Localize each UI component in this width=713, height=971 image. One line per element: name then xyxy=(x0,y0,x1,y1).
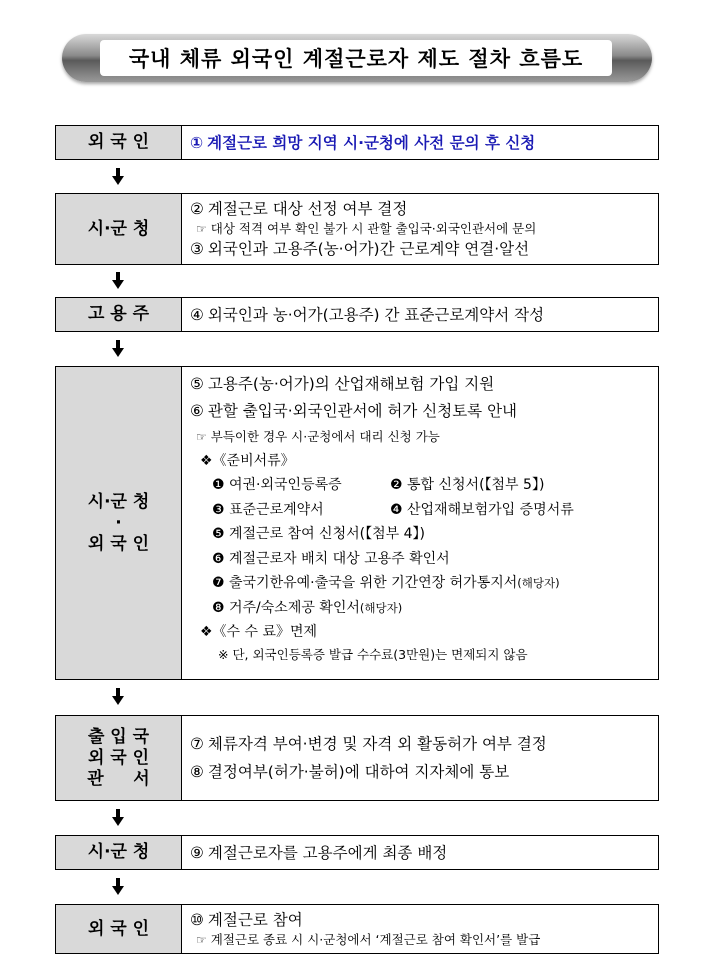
step-number: ④ xyxy=(190,305,204,324)
step-2-content xyxy=(182,194,658,264)
step-6-row xyxy=(55,835,659,870)
step-description: 체류자격 부여·변경 및 자격 외 활동허가 여부 결정 xyxy=(207,735,547,753)
step-3-content xyxy=(182,298,658,331)
pointing-hand-icon: ☞ xyxy=(196,933,207,947)
step-number: ⑨ xyxy=(190,843,204,862)
step-note xyxy=(190,425,650,449)
actor-label: 외 국 인 xyxy=(87,747,150,768)
step-note xyxy=(190,220,650,238)
note-text: 계절근로 종료 시 시·군청에서 ‘계절근로 참여 확인서’를 발급 xyxy=(210,932,541,947)
actor-label: 외 국 인 xyxy=(87,533,150,554)
actor-label: 출 입 국 xyxy=(87,726,150,747)
step-description: 계절근로 참여 xyxy=(207,911,303,929)
fee-note: ※ 단, 외국인등록증 발급 수수료(3만원)는 면제되지 않음 xyxy=(218,647,528,662)
step-text xyxy=(190,909,650,931)
docs-grid xyxy=(190,473,650,522)
step-description: 계절근로 희망 지역 시·군청에 사전 문의 후 신청 xyxy=(207,133,536,152)
actor-label: 외 국 인 xyxy=(87,132,150,152)
step-1-content xyxy=(182,126,658,159)
step-4-row xyxy=(55,366,659,680)
actor-label: 고 용 주 xyxy=(87,304,150,324)
actor-label: 시·군 청 xyxy=(87,218,150,239)
step-text xyxy=(190,730,650,758)
doc-item xyxy=(190,571,650,596)
step-text xyxy=(190,238,650,260)
docs-header: ❖《준비서류》 xyxy=(200,453,295,469)
doc-text: ❼ 출국기한유예·출국을 위한 기간연장 허가통지서 xyxy=(212,575,518,591)
step-text xyxy=(190,198,650,220)
step-6-actor xyxy=(56,836,182,869)
step-number: ⑥ xyxy=(190,402,204,420)
actor-label: 관 서 xyxy=(87,768,150,789)
step-description: 계절근로자를 고용주에게 최종 배정 xyxy=(207,843,448,862)
doc-item xyxy=(190,547,650,572)
doc-item: ❷ 통합 신청서(【첨부 5】) xyxy=(390,477,545,493)
step-3-actor xyxy=(56,298,182,331)
down-arrow-icon xyxy=(112,878,124,896)
doc-qualifier: (해당자) xyxy=(517,576,560,590)
step-7-actor xyxy=(56,905,182,953)
step-3-row xyxy=(55,297,659,332)
step-6-content xyxy=(182,836,658,869)
step-7-row xyxy=(55,904,659,954)
note-text: 부득이한 경우 시·군청에서 대리 신청 가능 xyxy=(210,429,440,444)
note-text: 대상 적격 여부 확인 불가 시 관할 출입국·외국인관서에 문의 xyxy=(210,221,537,236)
step-5-actor xyxy=(56,716,182,800)
step-description: 결정여부(허가·불허)에 대하여 지자체에 통보 xyxy=(207,763,510,781)
step-description: 관할 출입국·외국인관서에 허가 신청토록 안내 xyxy=(207,402,518,420)
down-arrow-icon xyxy=(112,168,124,186)
step-text xyxy=(190,841,650,865)
doc-item: ❸ 표준근로계약서 xyxy=(212,501,324,518)
actor-separator: · xyxy=(115,512,122,533)
doc-item: ❹ 산업재해보험가입 증명서류 xyxy=(390,501,574,518)
doc-text: ❽ 거주/숙소제공 확인서 xyxy=(212,599,360,616)
step-2-row xyxy=(55,193,659,265)
step-text xyxy=(190,371,650,398)
step-number: ⑩ xyxy=(190,911,204,929)
step-5-content xyxy=(182,716,658,800)
step-number: ② xyxy=(190,200,204,218)
step-7-content xyxy=(182,905,658,953)
step-5-row xyxy=(55,715,659,801)
doc-item: ❶ 여권·외국인등록증 xyxy=(212,477,342,493)
down-arrow-icon xyxy=(112,688,124,706)
fee-header: ❖《수 수 료》면제 xyxy=(200,624,318,640)
step-text xyxy=(190,398,650,425)
actor-label: 시·군 청 xyxy=(87,491,150,512)
step-description: 고용주(농·어가)의 산업재해보험 가입 지원 xyxy=(207,375,495,393)
down-arrow-icon xyxy=(112,809,124,827)
step-number: ⑤ xyxy=(190,375,204,393)
doc-item xyxy=(190,522,650,547)
step-number: ③ xyxy=(190,240,204,258)
doc-qualifier: (해당자) xyxy=(359,600,403,615)
step-4-content xyxy=(182,367,658,679)
down-arrow-icon xyxy=(112,272,124,290)
step-number: ⑧ xyxy=(190,763,204,781)
title-box xyxy=(100,40,612,76)
doc-text: ❺ 계절근로 참여 신청서(【첨부 4】) xyxy=(212,526,425,542)
actor-label: 시·군 청 xyxy=(87,842,150,862)
pointing-hand-icon: ☞ xyxy=(196,222,207,236)
actor-label: 외 국 인 xyxy=(87,918,150,939)
step-2-actor xyxy=(56,194,182,264)
pointing-hand-icon: ☞ xyxy=(196,430,207,444)
step-note xyxy=(190,931,650,949)
step-description: 계절근로 대상 선정 여부 결정 xyxy=(207,200,408,218)
step-1-row xyxy=(55,125,659,160)
page-title: 국내 체류 외국인 계절근로자 제도 절차 흐름도 xyxy=(128,47,584,71)
step-text xyxy=(190,131,650,155)
step-description: 외국인과 고용주(농·어가)간 근로계약 연결·알선 xyxy=(207,240,530,258)
step-description: 외국인과 농·어가(고용주) 간 표준근로계약서 작성 xyxy=(207,305,545,324)
down-arrow-icon xyxy=(112,340,124,358)
step-text xyxy=(190,303,650,327)
step-1-actor xyxy=(56,126,182,159)
step-number: ① xyxy=(190,133,204,152)
doc-text: ❻ 계절근로자 배치 대상 고용주 확인서 xyxy=(212,550,450,567)
step-number: ⑦ xyxy=(190,735,204,753)
step-4-actor xyxy=(56,367,182,679)
doc-item xyxy=(190,596,650,621)
step-text xyxy=(190,758,650,786)
